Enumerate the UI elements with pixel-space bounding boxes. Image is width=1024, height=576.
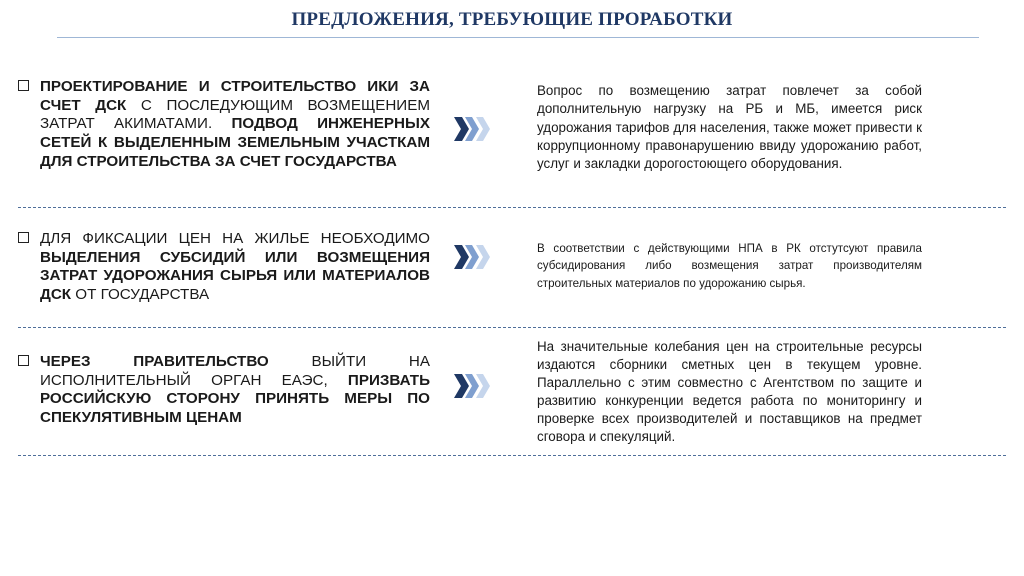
triple-chevron-icon [452, 243, 494, 271]
proposal-item-3 [18, 353, 430, 428]
proposal-text-1 [40, 78, 430, 172]
square-bullet-icon [18, 80, 29, 91]
square-bullet-icon [18, 232, 29, 243]
proposal-3-regular: ВЫЙТИ НА ИСПОЛНИТЕЛЬНЫЙ ОРГАН ЕАЭС, [40, 353, 430, 389]
triple-chevron-icon [452, 372, 494, 400]
proposal-2-regular-a: ДЛЯ ФИКСАЦИИ ЦЕН НА ЖИЛЬЕ НЕОБХОДИМО [40, 230, 430, 247]
proposal-1-regular: С ПОСЛЕДУЮЩИМ ВОЗМЕЩЕНИЕМ ЗАТРАТ АКИМАТАМИ. [40, 96, 430, 133]
proposal-2-bold: ВЫДЕЛЕНИЯ СУБСИДИЙ ИЛИ ВОЗМЕЩЕНИЯ ЗАТРАТ УДОРОЖАНИЯ СЫРЬЯ ИЛИ МАТЕРИАЛОВ ДСК [40, 248, 430, 304]
title-divider [57, 37, 979, 38]
proposal-1-bold-a: ПРОЕКТИРОВАНИЕ И СТРОИТЕЛЬСТВО ИКИ ЗА СЧЕТ ДСК [40, 78, 430, 114]
slide-title: ПРЕДЛОЖЕНИЯ, ТРЕБУЮЩИЕ ПРОРАБОТКИ [291, 9, 733, 30]
proposal-item-1 [18, 78, 430, 172]
proposal-text-2 [40, 230, 430, 305]
proposal-3-bold-a: ЧЕРЕЗ ПРАВИТЕЛЬСТВО [40, 353, 269, 370]
section-divider-3 [18, 455, 1006, 456]
proposal-text-3 [40, 353, 430, 428]
response-text-2: В соответствии с действующими НПА в РК отстутсуют правила субсидирования либо возмещения затрат производителям строительных материалов по удорожанию сырья. [537, 242, 922, 290]
triple-chevron-icon [452, 115, 494, 143]
proposal-2-regular-b: ОТ ГОСУДАРСТВА [71, 286, 210, 304]
square-bullet-icon [18, 355, 29, 366]
section-divider-1 [18, 207, 1006, 208]
proposal-item-2 [18, 230, 430, 305]
response-text-3: На значительные колебания цен на строительные ресурсы издаются сборники сметных цен в текущем уровне. Параллельно с этим совместно с Агентством по защите и развитию конкуренции ведется работа по мониторингу и проверке всех производителей и поставщиков на предмет сговора и спекуляций. [537, 339, 922, 444]
proposal-3-bold-b: ПРИЗВАТЬ РОССИЙСКУЮ СТОРОНУ ПРИНЯТЬ МЕРЫ ПО СПЕКУЛЯТИВНЫМ ЦЕНАМ [40, 371, 430, 427]
section-divider-2 [18, 327, 1006, 328]
response-text-1: Вопрос по возмещению затрат повлечет за собой дополнительную нагрузку на РБ и МБ, имеется риск удорожания тарифов для населения, также может привести к коррупционному правонарушению ввиду удорожанию работ, услуг и закладки дорогостоющего оборудования. [537, 83, 922, 172]
proposal-1-bold-b: ПОДВОД ИНЖЕНЕРНЫХ СЕТЕЙ К ВЫДЕЛЕННЫМ ЗЕМЕЛЬНЫМ УЧАСТКАМ ДЛЯ СТРОИТЕЛЬСТВА ЗА СЧЕТ ГОСУДАРСТВА [40, 115, 431, 170]
